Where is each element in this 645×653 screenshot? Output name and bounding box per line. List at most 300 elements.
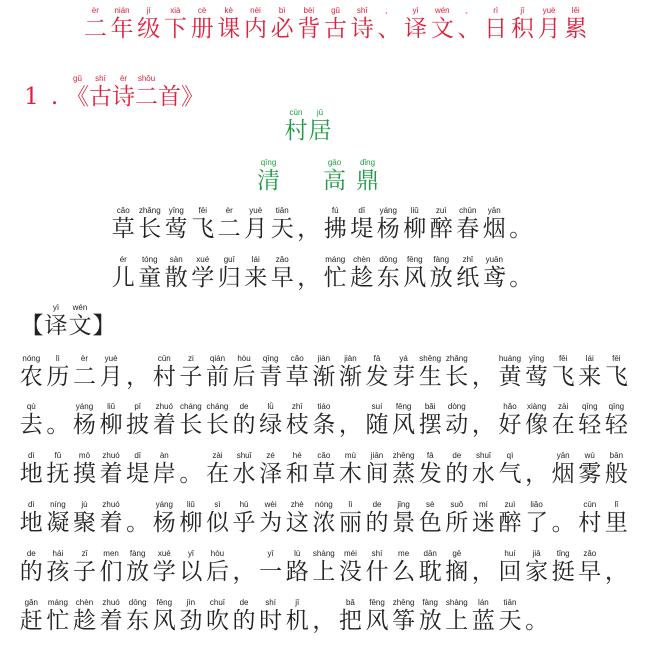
hanzi-character: 随	[365, 412, 389, 438]
pinyin-annotation: mí	[478, 500, 488, 509]
hanzi-with-pinyin	[178, 451, 205, 488]
hanzi-with-pinyin	[376, 6, 403, 43]
hanzi-character: 孩	[46, 559, 70, 585]
hanzi-with-pinyin	[311, 402, 338, 439]
translation-line	[18, 500, 630, 537]
hanzi-character: 拂	[323, 216, 347, 242]
hanzi-with-pinyin	[523, 354, 550, 391]
hanzi-character: 早	[578, 559, 602, 585]
pinyin-annotation: méi	[343, 549, 357, 558]
pinyin-annotation: qì	[506, 451, 514, 460]
hanzi-character: 后	[232, 364, 256, 390]
hanzi-character: 天	[498, 608, 522, 634]
hanzi-character: 水	[471, 461, 495, 487]
poem-line	[110, 206, 534, 243]
hanzi-with-pinyin	[92, 303, 116, 340]
hanzi-character: 必	[270, 16, 294, 42]
pinyin-annotation: men	[103, 549, 119, 558]
hanzi-character: 来	[578, 364, 602, 390]
pinyin-annotation: jū	[316, 108, 324, 117]
hanzi-with-pinyin	[402, 255, 429, 292]
hanzi-with-pinyin	[163, 255, 190, 292]
pinyin-annotation: gǔ	[331, 6, 340, 15]
hanzi-with-pinyin	[110, 255, 137, 292]
hanzi-with-pinyin	[257, 598, 284, 635]
pinyin-annotation: àn	[159, 451, 169, 460]
hanzi-character: 村	[152, 364, 176, 390]
hanzi-character: 像	[525, 412, 549, 438]
hanzi-character: 长	[138, 216, 162, 242]
hanzi-character: 二	[83, 16, 107, 42]
pinyin-annotation: 、	[464, 6, 473, 15]
hanzi-character: 忙	[46, 608, 70, 634]
pinyin-annotation: yáng	[155, 500, 173, 509]
pinyin-annotation: de	[452, 451, 462, 460]
pinyin-annotation: zài	[212, 451, 223, 460]
hanzi-character: 来	[244, 265, 268, 291]
pinyin-annotation: wén	[72, 303, 88, 312]
hanzi-character: ，	[297, 216, 321, 242]
hanzi-with-pinyin	[242, 6, 269, 43]
hanzi-with-pinyin	[603, 549, 630, 586]
hanzi-with-pinyin	[45, 451, 72, 488]
pinyin-annotation: hū	[239, 500, 249, 509]
hanzi-character: 儿	[111, 265, 135, 291]
pinyin-annotation: dì	[27, 500, 35, 509]
hanzi-with-pinyin	[190, 255, 217, 292]
pinyin-annotation: zhǐ	[462, 255, 473, 264]
hanzi-character: 村	[578, 510, 602, 536]
hanzi-character: 忙	[323, 265, 347, 291]
hanzi-character: 丽	[338, 510, 362, 536]
hanzi-with-pinyin	[216, 255, 243, 292]
hanzi-character: 和	[285, 461, 309, 487]
pinyin-annotation: jù	[81, 500, 88, 509]
hanzi-with-pinyin	[375, 255, 402, 292]
hanzi-character: 路	[285, 559, 309, 585]
hanzi-character: 文	[430, 16, 454, 42]
hanzi-with-pinyin	[231, 549, 258, 586]
hanzi-with-pinyin	[444, 354, 471, 391]
pinyin-annotation: zǎo	[583, 549, 597, 558]
pinyin-annotation: sè	[425, 500, 435, 509]
hanzi-character: 放	[126, 559, 150, 585]
hanzi-character: 柳	[403, 216, 427, 242]
pinyin-annotation: jiān	[370, 451, 384, 460]
hanzi-character: 月	[99, 364, 123, 390]
hanzi-with-pinyin	[576, 402, 603, 439]
pinyin-annotation: èr	[80, 354, 89, 363]
pinyin-annotation: cè	[197, 6, 207, 15]
hanzi-character: 凝	[46, 510, 70, 536]
hanzi-with-pinyin	[311, 354, 338, 391]
hanzi-with-pinyin	[162, 6, 189, 43]
pinyin-annotation: cūn	[583, 500, 597, 509]
hanzi-with-pinyin	[204, 354, 231, 391]
pinyin-annotation: lán	[478, 598, 489, 607]
hanzi-character: 抚	[46, 461, 70, 487]
pinyin-annotation: de	[239, 598, 249, 607]
hanzi-character: 放	[429, 265, 453, 291]
hanzi-character: 挺	[551, 559, 575, 585]
hanzi-with-pinyin	[390, 598, 417, 635]
hanzi-character: 么	[392, 559, 416, 585]
hanzi-character: 月	[244, 216, 268, 242]
pinyin-annotation: huí	[504, 549, 516, 558]
hanzi-with-pinyin	[444, 451, 471, 488]
hanzi-character: 水	[232, 461, 256, 487]
hanzi-character: 迷	[471, 510, 495, 536]
hanzi-character: 轻	[604, 412, 628, 438]
pinyin-annotation: jìn	[186, 598, 196, 607]
hanzi-with-pinyin	[349, 255, 376, 292]
hanzi-character: 诗	[350, 16, 374, 42]
pinyin-annotation: qián	[209, 354, 226, 363]
hanzi-character: ，	[126, 364, 150, 390]
hanzi-with-pinyin	[190, 206, 217, 243]
pinyin-annotation: yuān	[485, 255, 503, 264]
hanzi-with-pinyin	[216, 206, 243, 243]
hanzi-character: 月	[537, 16, 561, 42]
hanzi-with-pinyin	[18, 402, 45, 439]
pinyin-annotation: tóng	[141, 255, 158, 264]
pinyin-annotation: cūn	[157, 354, 171, 363]
pinyin-annotation: bì	[278, 6, 286, 15]
hanzi-character: 长	[179, 412, 203, 438]
hanzi-with-pinyin	[337, 451, 364, 488]
hanzi-character: 的	[365, 510, 389, 536]
hanzi-character: 们	[99, 559, 123, 585]
hanzi-with-pinyin	[322, 255, 349, 292]
pinyin-annotation: máng	[47, 598, 68, 607]
pinyin-annotation: zé	[266, 451, 275, 460]
hanzi-with-pinyin	[231, 354, 258, 391]
hanzi-character: 译	[404, 16, 428, 42]
hanzi-character: 烟	[482, 216, 506, 242]
pinyin-annotation: cǎo	[116, 206, 130, 215]
pinyin-annotation: yì	[412, 6, 419, 15]
pinyin-annotation: tiáo	[317, 402, 331, 411]
pinyin-annotation: yī	[267, 549, 274, 558]
hanzi-character: 间	[365, 461, 389, 487]
section-heading	[20, 74, 204, 111]
hanzi-character: 没	[338, 559, 362, 585]
hanzi-character: 春	[456, 216, 480, 242]
pinyin-annotation: fēi	[198, 206, 207, 215]
hanzi-with-pinyin	[135, 6, 162, 43]
pinyin-annotation: huáng	[498, 354, 522, 363]
pinyin-annotation: yáng	[75, 402, 94, 411]
hanzi-character: 居	[308, 118, 332, 144]
hanzi-character: 里	[604, 510, 628, 536]
hanzi-with-pinyin	[45, 598, 72, 635]
hanzi-with-pinyin	[204, 451, 231, 488]
page-title	[82, 6, 589, 43]
pinyin-annotation: fēng	[156, 598, 173, 607]
poem-author	[252, 158, 384, 195]
hanzi-character: 枝	[285, 412, 309, 438]
hanzi-character: 首	[158, 84, 181, 110]
hanzi-with-pinyin	[204, 549, 231, 586]
hanzi-with-pinyin	[124, 549, 151, 586]
hanzi-character: 景	[392, 510, 416, 536]
hanzi-character: 摆	[418, 412, 442, 438]
hanzi-character: 背	[297, 16, 321, 42]
pinyin-annotation: hái	[52, 549, 64, 558]
hanzi-character: ，	[471, 412, 495, 438]
pinyin-annotation: fàng	[129, 549, 146, 558]
pinyin-annotation: zhuó	[155, 402, 173, 411]
hanzi-character: 年	[110, 16, 134, 42]
hanzi-with-pinyin	[252, 158, 285, 195]
pinyin-annotation: chèn	[75, 598, 94, 607]
hanzi-character: 好	[498, 412, 522, 438]
hanzi-character: 。	[509, 216, 533, 242]
hanzi-with-pinyin	[523, 500, 550, 537]
hanzi-with-pinyin	[470, 354, 497, 391]
hanzi-character: 醉	[429, 216, 453, 242]
hanzi-character: 在	[551, 412, 575, 438]
hanzi-with-pinyin	[135, 74, 158, 111]
hanzi-character: 趁	[72, 608, 96, 634]
pinyin-annotation: fàng	[422, 598, 438, 607]
pinyin-annotation: yīng	[529, 354, 545, 363]
hanzi-with-pinyin	[523, 598, 550, 635]
hanzi-character: 岸	[152, 461, 176, 487]
hanzi-character: 着	[99, 461, 123, 487]
hanzi-with-pinyin	[284, 402, 311, 439]
hanzi-with-pinyin	[112, 74, 135, 111]
hanzi-with-pinyin	[337, 354, 364, 391]
pinyin-annotation: shàng	[445, 598, 468, 607]
hanzi-with-pinyin	[45, 354, 72, 391]
pinyin-annotation: jiā	[532, 549, 541, 558]
hanzi-with-pinyin	[402, 206, 429, 243]
pinyin-annotation: nóng	[314, 500, 333, 509]
pinyin-annotation: jī	[520, 6, 525, 15]
pinyin-annotation: fú	[331, 206, 339, 215]
hanzi-with-pinyin	[257, 500, 284, 537]
hanzi-with-pinyin	[257, 549, 284, 586]
pinyin-annotation: yuè	[104, 354, 118, 363]
hanzi-character: 绿	[259, 412, 283, 438]
pinyin-annotation: liǔ	[107, 402, 116, 411]
hanzi-with-pinyin	[349, 6, 376, 43]
hanzi-character: 前	[205, 364, 229, 390]
hanzi-with-pinyin	[89, 74, 112, 111]
hanzi-character: 聚	[72, 510, 96, 536]
pinyin-annotation: jī	[295, 598, 300, 607]
hanzi-character: 了	[525, 510, 549, 536]
pinyin-annotation: fàng	[433, 255, 450, 264]
pinyin-annotation: dān	[423, 549, 437, 558]
hanzi-with-pinyin	[151, 451, 178, 488]
hanzi-with-pinyin	[455, 206, 482, 243]
hanzi-character: 芽	[392, 364, 416, 390]
pinyin-annotation: jiàn	[344, 354, 357, 363]
hanzi-with-pinyin	[311, 598, 338, 635]
hanzi-with-pinyin	[269, 6, 296, 43]
hanzi-character: 草	[111, 216, 135, 242]
hanzi-character: 后	[205, 559, 229, 585]
hanzi-character: ，	[297, 265, 321, 291]
hanzi-character: 【	[20, 313, 44, 339]
hanzi-with-pinyin	[82, 6, 109, 43]
pinyin-annotation: mō	[78, 451, 91, 460]
hanzi-character: 发	[365, 364, 389, 390]
hanzi-character: 的	[445, 461, 469, 487]
hanzi-with-pinyin	[318, 158, 351, 195]
pinyin-annotation: máng	[325, 255, 346, 264]
pinyin-annotation: fēng	[369, 598, 385, 607]
pinyin-annotation: xué	[157, 549, 171, 558]
hanzi-with-pinyin	[508, 255, 535, 292]
hanzi-with-pinyin	[243, 206, 270, 243]
pinyin-annotation: shàng	[312, 549, 335, 558]
hanzi-with-pinyin	[163, 206, 190, 243]
hanzi-with-pinyin	[508, 206, 535, 243]
pinyin-annotation: xué	[196, 255, 210, 264]
hanzi-character: ，	[604, 559, 628, 585]
hanzi-with-pinyin	[550, 549, 577, 586]
translation-line	[18, 549, 630, 586]
pinyin-annotation: zuì	[435, 206, 447, 215]
pinyin-annotation: bǎ	[345, 598, 355, 607]
pinyin-annotation: zhǎng	[138, 206, 161, 215]
hanzi-character: 乎	[232, 510, 256, 536]
hanzi-character: 。	[509, 265, 533, 291]
pinyin-annotation: zhēng	[392, 451, 415, 460]
pinyin-annotation: chuī	[209, 598, 226, 607]
hanzi-with-pinyin	[455, 255, 482, 292]
pinyin-annotation: shī	[356, 6, 368, 15]
hanzi-with-pinyin	[470, 402, 497, 439]
hanzi-character: 飞	[551, 364, 575, 390]
hanzi-character: 烟	[551, 461, 575, 487]
hanzi-character: 气	[498, 461, 522, 487]
hanzi-with-pinyin	[18, 451, 45, 488]
hanzi-character: 莺	[164, 216, 188, 242]
hanzi-character: 般	[604, 461, 628, 487]
hanzi-character: 古	[89, 84, 112, 110]
hanzi-character: 子	[72, 559, 96, 585]
translation-line	[18, 451, 630, 488]
hanzi-with-pinyin	[71, 451, 98, 488]
hanzi-character: 。	[126, 510, 150, 536]
hanzi-with-pinyin	[482, 6, 509, 43]
hanzi-with-pinyin	[243, 255, 270, 292]
pinyin-annotation: zài	[558, 402, 569, 411]
hanzi-with-pinyin	[137, 255, 164, 292]
pinyin-annotation: liǔ	[186, 500, 195, 509]
hanzi-with-pinyin	[603, 451, 630, 488]
pinyin-annotation: yuè	[542, 6, 556, 15]
pinyin-annotation: hǎo	[503, 402, 517, 411]
hanzi-with-pinyin	[417, 354, 444, 391]
hanzi-with-pinyin	[444, 500, 471, 537]
pinyin-annotation: bān	[609, 451, 624, 460]
hanzi-character: 学	[152, 559, 176, 585]
hanzi-with-pinyin	[470, 500, 497, 537]
pinyin-annotation: dī	[134, 451, 141, 460]
hanzi-with-pinyin	[178, 549, 205, 586]
pinyin-annotation: dòng	[447, 402, 466, 411]
hanzi-character: 飞	[604, 364, 628, 390]
hanzi-with-pinyin	[390, 500, 417, 537]
pinyin-annotation: fā	[426, 451, 434, 460]
hanzi-character: 东	[376, 265, 400, 291]
hanzi-with-pinyin	[444, 598, 471, 635]
hanzi-with-pinyin	[151, 598, 178, 635]
hanzi-with-pinyin	[178, 354, 205, 391]
hanzi-with-pinyin	[562, 6, 589, 43]
pinyin-annotation: shí	[265, 598, 276, 607]
pinyin-annotation: zhè	[290, 500, 304, 509]
hanzi-character: 莺	[525, 364, 549, 390]
pinyin-annotation: tǐng	[556, 549, 570, 558]
hanzi-character: 内	[243, 16, 267, 42]
hanzi-character: 浓	[312, 510, 336, 536]
hanzi-with-pinyin	[576, 451, 603, 488]
pinyin-annotation: qīng	[608, 402, 625, 411]
hanzi-with-pinyin	[284, 354, 311, 391]
hanzi-with-pinyin	[20, 74, 43, 111]
hanzi-with-pinyin	[481, 255, 508, 292]
hanzi-with-pinyin	[497, 500, 524, 537]
hanzi-character: 柳	[99, 412, 123, 438]
pinyin-annotation: liǎo	[530, 500, 543, 509]
hanzi-character: 下	[163, 16, 187, 42]
hanzi-with-pinyin	[71, 402, 98, 439]
hanzi-with-pinyin	[71, 500, 98, 537]
hanzi-character: 趁	[350, 265, 374, 291]
pinyin-annotation: sì	[214, 500, 221, 509]
pinyin-annotation: fēi	[558, 354, 568, 363]
hanzi-character: ，	[471, 559, 495, 585]
hanzi-with-pinyin	[18, 549, 45, 586]
hanzi-with-pinyin	[257, 354, 284, 391]
hanzi-character: 在	[205, 461, 229, 487]
hanzi-with-pinyin	[284, 108, 308, 145]
hanzi-character: 级	[137, 16, 161, 42]
hanzi-with-pinyin	[470, 451, 497, 488]
hanzi-character: 清	[257, 168, 280, 194]
pinyin-annotation: hòu	[210, 549, 225, 558]
hanzi-character: 的	[232, 608, 256, 634]
hanzi-with-pinyin	[390, 451, 417, 488]
hanzi-with-pinyin	[269, 255, 296, 292]
hanzi-character: 风	[403, 265, 427, 291]
hanzi-character: 历	[46, 364, 70, 390]
hanzi-character: 鼎	[356, 168, 379, 194]
hanzi-with-pinyin	[158, 74, 181, 111]
pinyin-annotation: èr	[119, 74, 128, 83]
hanzi-character: 轻	[578, 412, 602, 438]
hanzi-character: 去	[19, 412, 43, 438]
hanzi-character: 黄	[498, 364, 522, 390]
hanzi-with-pinyin	[109, 6, 136, 43]
pinyin-annotation: de	[26, 549, 36, 558]
hanzi-with-pinyin	[322, 206, 349, 243]
hanzi-with-pinyin	[178, 598, 205, 635]
hanzi-character: 。	[46, 412, 70, 438]
hanzi-with-pinyin	[497, 451, 524, 488]
hanzi-with-pinyin	[68, 303, 92, 340]
hanzi-character: ，	[338, 412, 362, 438]
hanzi-with-pinyin	[110, 206, 137, 243]
hanzi-with-pinyin	[364, 402, 391, 439]
hanzi-character: 动	[445, 412, 469, 438]
